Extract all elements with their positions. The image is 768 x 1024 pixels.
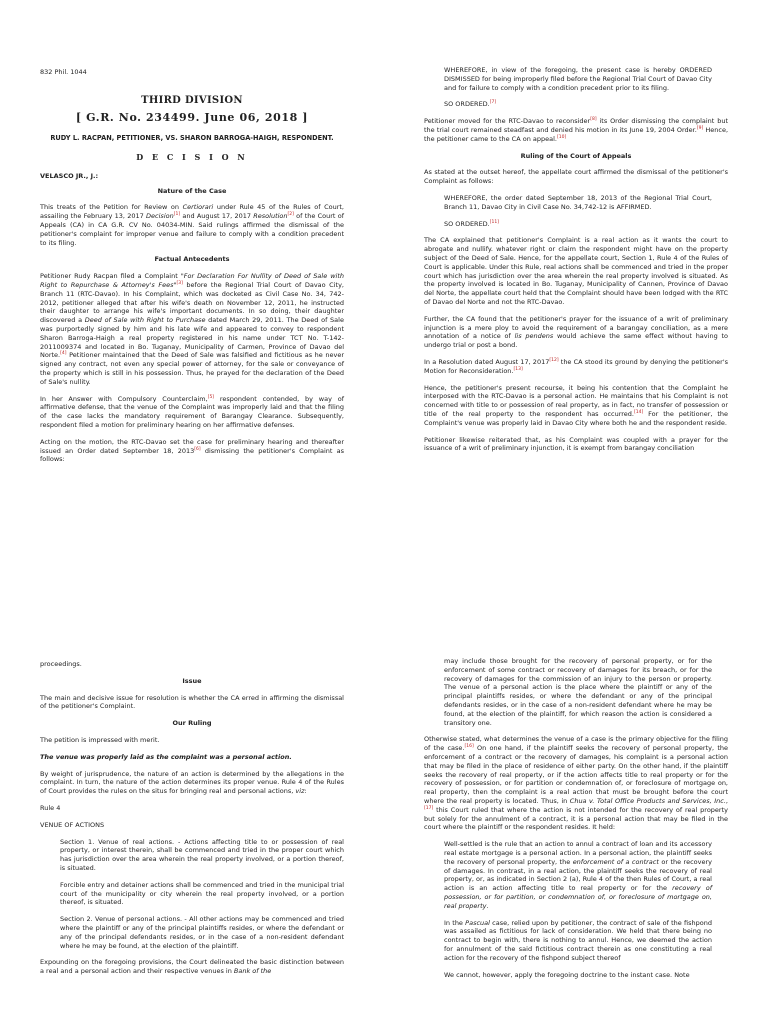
case-number: [ G.R. No. 234499. June 06, 2018 ] — [75, 110, 309, 124]
quote-pascual: In the Pascual case, relied upon by petitioner, the contract of sale of the fishpond was assailed as fictitious for lack of consideration. We held that there being no contract to begin with, there is nothing to annul. Hence, we deemed the action for annulment of the said fictitious contract therein as one constituting a real action for the recovery of the fishpond subject thereof — [444, 918, 712, 962]
quote-ca-order: WHEREFORE, the order dated September 18, 2013 of the Regional Trial Court, Branch 11, Davao City in Civil Case No. 34,742-12 is AFFIRMED. — [444, 193, 712, 211]
quote-cannot: We cannot, however, apply the foregoing doctrine to the instant case. Note — [444, 970, 690, 979]
case-parties: RUDY L. RACPAN, PETITIONER, VS. SHARON BARROGA-HAIGH, RESPONDENT. — [50, 134, 334, 143]
section-1: Section 1. Venue of real actions. - Actions affecting title to or possession of real property, or interest therein, shall be commenced and tried in the proper court which has jurisdiction over the area wherein the real property involved, or a portion thereof, is situated. — [60, 837, 344, 872]
paragraph-weight: By weight of jurisprudence, the nature of an action is determined by the allegations in the complaint. In turn, the nature of the action determines its proper venue. Rule 4 of the Rules of Court provides the rules on the situs for bringing real and personal actions, viz: — [40, 769, 344, 796]
paragraph-otherwise: Otherwise stated, what determines the venue of a case is the primary objective for the filing of the case.[16] On one hand, if the plaintiff seeks the recovery of personal property, the enforcement of a contract or the recovery of damages, his complaint is a personal action that may be filed in the place of residence of either party. On the other hand, if the plaintiff seeks the recovery of real property, or if the action affects title to real property or for the recovery of possession, or for partition or condemnation of, or foreclosure of mortgage on, real property, then the complaint is a real action that must be brought before the court where the real property is located. Thus, in Chua v. Total Office Products and Services, Inc.,[17] this Court ruled that where the action is not intended for the recovery of real property but solely for the annulment of a contract, it is a personal action that may be filed in the court where the plaintiff or the respondent resides. It held: — [424, 735, 728, 832]
paragraph-moved: Petitioner moved for the RTC-Davao to reconsider[8] its Order dismissing the complaint but the trial court remained steadfast and denied his motion in its June 19, 2004 Order.[9] Hence, the petitioner came to the CA on appeal.[10] — [424, 117, 729, 143]
footnote-link[interactable]: [7] — [489, 100, 497, 106]
footnote-link[interactable]: [5] — [207, 394, 215, 400]
footnote-link[interactable]: [12] — [549, 357, 559, 363]
paragraph-proceedings: proceedings. — [40, 660, 82, 668]
quote-continued: may include those brought for the recovery of personal property, or for the enforcement of some contract or recovery of damages for its breach, or for the recovery of damages for the commission of an injury to the person or property. The venue of a personal action is the place where the plaintiff or any of the principal plaintiffs resides, or where the defendant or any of the principal defendants resides, or in the case of a non-resident defendant where he may be found, at the election of the plaintiff, for which reason the action is considered a transitory one. — [444, 657, 712, 727]
rule-subtitle: VENUE OF ACTIONS — [40, 820, 105, 829]
heading-ruling-ca: Ruling of the Court of Appeals — [520, 151, 632, 160]
paragraph-likewise: Petitioner likewise reiterated that, as his Complaint was coupled with a prayer for the issuance of a writ of preliminary injunction, it is exempt from barangay conciliation — [424, 435, 728, 453]
so-ordered: SO ORDERED.[7] — [444, 100, 497, 109]
paragraph-explained: The CA explained that petitioner's Complaint is a real action as it wants the court to abrogate and nullify. whatever right or claim the respondent might have on the property subject of the Deed of Sale. Hence, for the appellate court, Section 1, Rule 4 of the Rules of Court is applicable. Under this Rule, real actions shall be commenced and tried in the proper court which has jurisdiction over the area wherein the real property involved is situated. As the property involved is located in Bo. Tuganay, Municipality of Cannen, Province of Davao del Norte, the appellate court held that the Complaint should have been lodged with the RTC of Davao del Norte and not the RTC-Davao. — [424, 236, 728, 306]
paragraph-expounding: Expounding on the foregoing provisions, the Court delineated the basic distinction between a real and a personal action and their respective venues in Bank of the — [40, 958, 344, 976]
footnote-link[interactable]: [2] — [287, 212, 294, 218]
forcible-entry: Forcible entry and detainer actions shall be commenced and tried in the municipal trial court of the municipality or city wherein the real property involved, or a portion thereof, is situated. — [60, 880, 344, 907]
heading-our-ruling: Our Ruling — [172, 719, 212, 728]
footnote-link[interactable]: [9] — [696, 125, 704, 131]
paragraph-stated: As stated at the outset hereof, the appellate court affirmed the dismissal of the petitioner's Complaint as follows: — [424, 168, 728, 186]
footnote-link[interactable]: [6] — [194, 446, 201, 452]
paragraph-answer: In her Answer with Compulsory Counterclaim,[5] respondent contended, by way of affirmative defense, that the venue of the Complaint was improperly laid and that the filing of the case lacks the mandatory requirement of Barangay Clearance. Subsequently, respondent filed a motion for preliminary hearing on her affirmative defenses. — [40, 394, 344, 429]
ponente: VELASCO JR., J.: — [40, 171, 99, 180]
quote-rtc-order: WHEREFORE, in view of the foregoing, the present case is hereby ORDERED DISMISSED for being improperly filed before the Regional Trial Court of Davao City and for failure to comply with a condition precedent prior to its filing. — [444, 66, 712, 92]
left-column — [40, 68, 344, 472]
footnote-link[interactable]: [17] — [424, 805, 434, 811]
decision-heading: D E C I S I O N — [136, 151, 248, 162]
phil-citation: 832 Phil. 1044 — [40, 68, 87, 76]
paragraph-resolution: In a Resolution dated August 17, 2017[12] the CA stood its ground by denying the petitioner's Motion for Reconsideration.[13] — [424, 357, 729, 375]
right-column — [424, 66, 728, 461]
paragraph-issue: The main and decisive issue for resolution is whether the CA erred in affirming the dismissal of the petitioner's Complaint. — [40, 693, 344, 711]
footnote-link[interactable]: [10] — [556, 134, 567, 140]
paragraph-venue-holding: The venue was properly laid as the complaint was a personal action. — [40, 752, 292, 761]
division-heading: THIRD DIVISION — [141, 94, 243, 106]
footnote-link[interactable]: [16] — [464, 744, 474, 750]
footnote-link[interactable]: [4] — [60, 351, 67, 357]
paragraph-further: Further, the CA found that the petitioner's prayer for the issuance of a writ of preliminary injunction is a mere ploy to avoid the requirement of a barangay conciliation, as a mere annotation of a notice of lis pendens would achieve the same effect without having to undergo trial or post a bond. — [424, 314, 728, 350]
rule-title: Rule 4 — [40, 803, 61, 812]
right-column-page-2 — [424, 657, 728, 987]
paragraph-merit: The petition is impressed with merit. — [40, 735, 160, 744]
paragraph-acting: Acting on the motion, the RTC-Davao set the case for preliminary hearing and thereafter issued an Order dated September 18, 2013[6] dismissing the petitioner's Complaint as follows: — [40, 437, 344, 464]
heading-issue: Issue — [182, 676, 202, 685]
paragraph-nature: This treats of the Petition for Review on Certiorari under Rule 45 of the Rules of Court, assailing the February 13, 2017 Decision[1] and August 17, 2017 Resolution[2] of the Court of Appeals (CA) in CA G.R. CV No. 04034-MIN. Said rulings affirmed the dismissal of the petitioner's complaint for improper venue and failure to comply with a condition precedent to its filing. — [40, 203, 344, 247]
footnote-link[interactable]: [13] — [513, 366, 523, 372]
quote-well-settled: Well-settled is the rule that an action to annul a contract of loan and its accessory real estate mortgage is a personal action. In a personal action, the plaintiff seeks the recovery of personal property, the enforcement of a contract or the recovery of damages. In contrast, in a real action, the plaintiff seeks the recovery of real property, or, as indicated in Section 2 (a), Rule 4 of the then Rules of Court, a real action is an action affecting title to real property or for the recovery of possession, or for partition, or condemnation of, or foreclosure of mortgage on, real property. — [444, 840, 713, 910]
so-ordered: SO ORDERED.[11] — [444, 219, 499, 228]
paragraph-factual: Petitioner Rudy Racpan filed a Complaint "For Declaration For Nullity of Deed of Sale with Right to Repurchase & Attorney's Fees"[3] before the Regional Trial Court of Davao City, Branch 11 (RTC-Davao). In his Complaint, which was docketed as Civil Case No. 34, 742-2012, petitioner alleged that after his wife's death on November 12, 2011, he instructed their daughter to arrange his wife's important documents. In so doing, their daughter discovered a Deed of Sale with Right to Purchase dated March 29, 2011. The Deed of Sale was purportedly signed by him and his late wife and appeared to convey to respondent Sharon Barroga-Haigh a real property registered in his name under TCT No. T-142-2011009374 and located in Bo. Tuganay, Municipality of Carmen, Province of Davao del Norte.[4] Petitioner maintained that the Deed of Sale was falsified and fictitious as he never signed any contract, not even any special power of attorney, for the sale or conveyance of the property which is still in his possession. Thus, he prayed for the declaration of the Deed of Sale's nullity. — [40, 272, 344, 386]
footnote-link[interactable]: [14] — [634, 409, 644, 415]
footnote-link[interactable]: [1] — [173, 212, 181, 218]
section-2: Section 2. Venue of personal actions. - All other actions may be commenced and tried where the plaintiff or any of the principal plaintiffs resides, or where the defendant or any of the principal defendants resides, or in the case of a non-resident defendant where he may be found, at the election of the plaintiff. — [60, 915, 344, 950]
heading-factual-antecedents: Factual Antecedents — [154, 255, 230, 264]
paragraph-hence: Hence, the petitioner's present recourse, it being his contention that the Complaint he interposed with the RTC-Davao is a personal action. He maintains that his Complaint is not concerned with title to or possession of real property, as in fact, no transfer of possession or title of the real property to the respondent has occurred.[14] For the petitioner, the Complaint's venue was properly laid in Davao City where both he and the respondent reside. — [424, 383, 728, 427]
footnote-link[interactable]: [8] — [590, 117, 597, 123]
left-column-page-2 — [40, 660, 344, 984]
heading-nature-of-case: Nature of the Case — [157, 186, 227, 195]
footnote-link[interactable]: [11] — [489, 219, 499, 225]
footnote-link[interactable]: [3] — [176, 280, 183, 286]
